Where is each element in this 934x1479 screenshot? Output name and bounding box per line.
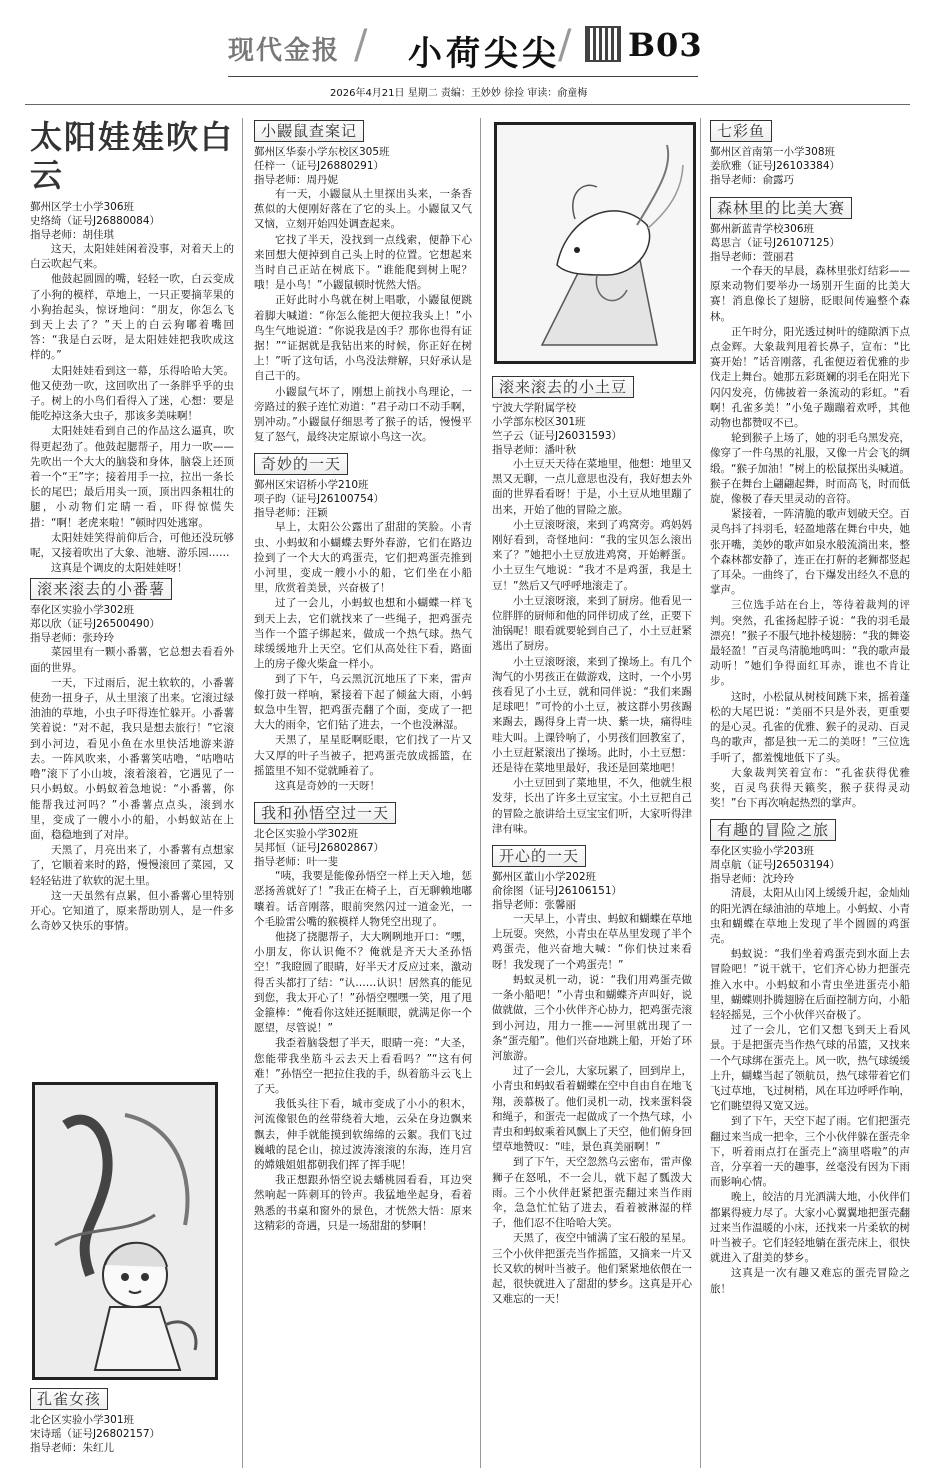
- article-paragraph: 三位选手站在台上，等待着裁判的评判。突然，孔雀扬起脖子说：“我的羽毛最漂亮！”猴子不服气地扑棱翅膀：“我的舞姿最轻盈！”百灵鸟清脆地鸣叫：“我的歌声最动听！”她们争得面红耳赤，谁也不肯让步。: [710, 599, 910, 688]
- article-meta: 北仑区实验小学302班: [254, 828, 359, 841]
- article-little-potato: [492, 374, 692, 837]
- article-meta: 宁波大学附属学校: [492, 402, 576, 414]
- masthead-divider: /: [558, 22, 572, 68]
- column-4: [710, 118, 910, 1297]
- article-paragraph: 天黑了，月亮出来了，小番薯有点想家了，它顺着来时的路，慢慢滚回了菜园，又轻轻钻进了软软的泥土里。: [30, 844, 234, 887]
- article-paragraph: 这真是奇妙的一天呀！: [275, 779, 380, 792]
- article-wonderful-day: [254, 451, 472, 794]
- article-paragraph: 太阳娃娃看到这一幕，乐得哈哈大笑。他又使劲一吹，这回吹出了一条胖乎乎的虫子。树上的小鸟们看得入了迷，心想：要是能吃掉这条大虫子，那该多美味啊！: [30, 364, 234, 423]
- rainbow-fish-illustration: [497, 125, 693, 361]
- article-paragraph: 蚂蚁说：“我们坐着鸡蛋壳到水面上去冒险吧！”说干就干，它们齐心协力把蛋壳推入水中。小蚂蚁和小青虫坐进蛋壳小船里，蝴蝶则扑腾翅膀在后面控制方向，小船轻轻摇晃，三个小伙伴兴奋极了。: [710, 948, 910, 1021]
- masthead-brand: 现代金报: [228, 36, 341, 66]
- article-meta: 小学部东校区301班: [492, 416, 586, 428]
- article-meta: 任梓一（证号J26880291）: [254, 160, 385, 172]
- article-paragraph: 小土豆天天待在菜地里，他想：地里又黑又无聊，一点儿意思也没有，我好想去外面的世界看看呀！于是，小土豆从地里蹦了出来，开始了他的冒险之旅。: [492, 458, 692, 516]
- article-title: 太阳娃娃吹白云: [30, 118, 235, 194]
- article-monkey-king: [254, 800, 472, 1234]
- column-divider: [242, 118, 243, 1468]
- article-meta: 俞徐图（证号J26106151）: [492, 885, 623, 898]
- article-rainbow-fish: [710, 118, 910, 187]
- article-paragraph: 他挠了挠腮帮子，大大咧咧地开口：“嘿，小朋友，你认识俺不？俺就是齐天大圣孙悟空！”我瞪圆了眼睛，好半天才反应过来，激动得舌头都打了结：“认……认识！居然真的能见到您，我太开心了！”孙悟空嘿嘿一笑，甩了甩金箍棒：“俺看你这娃还挺顺眼，就满足你一个愿望，尽管说！”: [254, 930, 472, 1035]
- article-paragraph: 这真是一次有趣又难忘的蛋壳冒险之旅！: [710, 1267, 910, 1295]
- article-paragraph: 这一天虽然有点累，但小番薯心里特别开心。它知道了，原来帮助别人，是一件多么奇妙又快乐的事情。: [30, 889, 234, 933]
- article-sweet-potato: [30, 576, 234, 934]
- peacock-girl-illustration: [35, 1085, 215, 1377]
- article-paragraph: 菜园里有一颗小番薯，它总想去看看外面的世界。: [30, 646, 234, 674]
- article-meta: 鄞州区华泰小学东校区305班: [254, 146, 390, 158]
- article-meta: 指导老师：俞露巧: [710, 174, 794, 186]
- article-paragraph: 我低头往下看，城市变成了小小的积木，河流像银色的丝带绕着大地，云朵在身边飘来飘去，伸手就能摸到软绵绵的云絮。我们飞过巍峨的昆仑山，掠过波涛滚滚的东海，连月宫的嫦娥姐姐都朝我们挥了挥手呢！: [254, 1098, 472, 1171]
- column-divider: [480, 118, 481, 1468]
- article-paragraph: 正好此时小鸟就在树上唱歌，小鼹鼠便跳着脚大喊道：“你怎么能把大便拉我头上！”小鸟生气地说道：“你说我是凶手？那你也得有证据！”“证据就是我钻出来的时候，你正好在树上！”听了这句话，小鸟没法辩解，只好承认是自己干的。: [254, 294, 472, 383]
- article-paragraph: 天黑了，夜空中铺满了宝石般的星星。三个小伙伴把蛋壳当作摇篮，又摘来一片又长又软的树叶当被子。他们紧紧地依偎在一起，很快就进入了甜甜的梦乡。这真是开心又难忘的一天！: [492, 1232, 692, 1306]
- article-meta: 鄞州区学士小学306班: [30, 201, 135, 213]
- article-paragraph: 晚上，皎洁的月光洒满大地，小伙伴们都累得疲力尽了。大家小心翼翼地把蛋壳翻过来当作温暖的小床，还找来一片柔软的树叶当被子。它们轻轻地躺在蛋壳床上，很快就进入了甜美的梦乡。: [710, 1191, 910, 1265]
- article-meta: 葛思言（证号J26107125）: [710, 237, 841, 249]
- article-paragraph: 小土豆滚呀滚，来到了操场上。有几个淘气的小男孩正在做游戏，这时，一个小男孩看见了小土豆，就和同伴说：“我们来踢足球吧！”可怜的小土豆，被这群小男孩踢来踢去，踢得身上青一块、紫一块，痛得哇哇大叫。上课铃响了，小男孩们回教室了，小土豆赶紧滚出了操场。此时，小土豆想：还是待在菜地里最好，我还是回菜地吧！: [492, 655, 692, 775]
- rainbow-fish-drawing: [494, 122, 696, 364]
- masthead-rule: [228, 76, 698, 77]
- column-3: [492, 374, 692, 1307]
- article-mole-case: [254, 118, 472, 445]
- article-paragraph: 太阳娃娃笑得前仰后合，可他还没玩够呢，又接着吹出了大象、池塘、游乐园……: [30, 531, 234, 560]
- article-title: 七彩鱼: [710, 120, 772, 142]
- article-meta: 项子昀（证号J26100754）: [254, 493, 385, 506]
- article-meta: 吴邦恒（证号J26802867）: [254, 842, 385, 855]
- article-sun-doll: [30, 200, 234, 576]
- article-paragraph: 过了一会儿，大家玩累了，回到岸上，小青虫和蚂蚁看着蝴蝶在空中自由自在地飞翔，羡慕极了。他们灵机一动，找来蛋料袋和绳子，和蛋壳一起做成了一个热气球，小青虫和蚂蚁乘着风飘上了天空，他们俯身回望草地赞叹：“哇，景色真美丽啊！”: [492, 1065, 692, 1154]
- article-title: 森林里的比美大赛: [710, 197, 852, 219]
- article-title: 小鼹鼠查案记: [254, 120, 364, 142]
- peacock-girl-drawing: [32, 1082, 218, 1380]
- article-paragraph: 这天，太阳娃娃闲着没事，对着天上的白云吹起气来。: [30, 243, 234, 271]
- article-paragraph: 小鼹鼠气坏了，刚想上前找小鸟理论，一旁路过的猴子连忙劝道：“君子动口不动手啊，别冲动。”小鼹鼠仔细思考了猴子的话，慢慢平复了怒气，最终决定原谅小鸟这一次。: [254, 385, 472, 444]
- article-meta: 姜欣雅（证号J26103384）: [710, 160, 841, 172]
- article-meta: 指导老师：张馨丽: [492, 899, 576, 912]
- article-meta: 鄞州区宋诏桥小学210班: [254, 479, 369, 492]
- article-meta: 北仑区实验小学301班: [30, 1414, 135, 1426]
- article-paragraph: 太阳娃娃看到自己的作品这么逼真，吹得更起劲了。他鼓起腮帮子，用力一吹——先吹出一个大大的脑袋和身体，脑袋上还顶着一个“王”字；接着用手一拉，拉出一条长长的尾巴；最后用头一顶，顶出四条粗壮的腿，小动物们定睛一看，吓得惊慌失措：“啊！老虎来啦！”顿时四处逃窜。: [30, 425, 234, 529]
- article-meta: 郑以欣（证号J26500490）: [30, 618, 161, 631]
- article-paragraph: 一天，下过雨后，泥土软软的，小番薯使劲一扭身子，从土里滚了出来。它滚过绿油油的草地，小虫子吓得连忙躲开。小番薯笑着说：“对不起，我只是想去旅行！”它滚到小河边，看见小鱼在水里快活地游来游去。一阵风吹来，小番薯笑咕噜，“咕噜咕噜”滚下了小山坡，滚着滚着，它遇见了一只小蚂蚁。小蚂蚁着急地说：“小番薯，你能帮我过河吗？”小番薯点点头，滚到水里，变成了一艘小小的船，小蚂蚁站在上面，稳稳地到了对岸。: [30, 676, 234, 841]
- article-paragraph: 过了一会儿，小蚂蚁也想和小蝴蝶一样飞到天上去，它们就找来了一些绳子，把鸡蛋壳当作一个篮子绑起来，做成一个热气球。热气球缓缓地升上天空。它们从高处往下看，路面上的房子像火柴盒一样小。: [254, 597, 472, 671]
- article-meta: 鄞州区首南第一小学308班: [710, 146, 836, 158]
- article-paragraph: 一个春天的早晨，森林里张灯结彩——原来动物们要举办一场别开生面的比美大赛！消息像长了翅膀，眨眼间传遍整个森林。: [710, 265, 910, 323]
- article-meta: 周卓航（证号J26503194）: [710, 859, 841, 872]
- article-meta: 鄞州区董山小学202班: [492, 871, 597, 884]
- article-forest-contest: [710, 195, 910, 811]
- article-paragraph: “咦，我要是能像孙悟空一样上天入地，惩恶扬善就好了！”我正在椅子上，百无聊赖地嘟囔着。话音刚落，眼前突然闪过一道金光，一个毛脸雷公嘴的猴模样人物凭空出现了。: [254, 870, 472, 928]
- article-meta: 指导老师：萱丽君: [710, 251, 794, 263]
- section-title: 小荷尖尖: [408, 34, 560, 74]
- article-paragraph: 有一天，小鼹鼠从土里探出头来，一条香蕉似的大便刚好落在了它的头上。小鼹鼠又气又恼，立刻开始四处调查起来。: [254, 188, 472, 231]
- article-paragraph: 到了下午，天空忽然乌云密布，雷声像狮子在怒吼，不一会儿，就下起了瓢泼大雨。三个小伙伴赶紧把蛋壳翻过来当作雨伞，急急忙忙钻了进去，看着被淋湿的样子，他们忍不住哈哈大笑。: [492, 1156, 692, 1230]
- article-paragraph: 过了一会儿，它们又想飞到天上看风景。于是把蛋壳当作热气球的吊篮，又找来一个气球绑在蛋壳上。风一吹，热气球缓缓上升，蝴蝶当起了领航员，热气球带着它们飞过草地，飞过树梢，风在耳边呼呼作响，它们眺望得又宽又远。: [710, 1024, 910, 1113]
- article-paragraph: 这真是个调皮的太阳娃娃呀！: [51, 562, 188, 575]
- article-meta: 指导老师：沈玲玲: [710, 873, 794, 886]
- article-paragraph: 小土豆回到了菜地里，不久，他就生根发芽，长出了许多土豆宝宝。小土豆把自己的冒险之旅讲给土豆宝宝们听，大家听得津津有味。: [492, 777, 692, 835]
- article-title: 有趣的冒险之旅: [710, 819, 836, 841]
- article-paragraph: 这时，小松鼠从树枝间跳下来，摇着蓬松的大尾巴说：“美丽不只是外表，更重要的是心灵。孔雀的优雅、猴子的灵动、百灵鸟的歌声，都是独一无二的美呀！”三位选手听了，都羞愧地低下了头。: [710, 690, 910, 764]
- column-divider: [700, 118, 701, 1468]
- article-happy-day: [492, 843, 692, 1307]
- qr-code-icon: [585, 26, 621, 62]
- article-paragraph: 小土豆滚呀滚，来到了厨房。他看见一位胖胖的厨师和他的同伴切成了丝，正要下油锅呢！眼看就要轮到自己了，小土豆赶紧逃出了厨房。: [492, 594, 692, 653]
- article-paragraph: 天黑了，星星眨啊眨眼，它们找了一片又大又厚的叶子当被子，把鸡蛋壳放成摇篮，在摇篮里不知不觉就睡着了。: [254, 734, 472, 777]
- article-meta: 宋诗瑶（证号J26802157）: [30, 1428, 161, 1440]
- masthead-divider: /: [354, 22, 368, 68]
- article-paragraph: 到了下午，乌云黑沉沉地压了下来，雷声像打鼓一样响，紧接着下起了倾盆大雨，小蚂蚁急中生智，把鸡蛋壳翻了个面，变成了一把大大的雨伞，它们钻了进去，一个也没淋湿。: [254, 673, 472, 732]
- article-title: 我和孙悟空过一天: [254, 802, 396, 824]
- article-meta: 奉化区实验小学302班: [30, 604, 135, 617]
- article-meta: 指导老师：胡佳琪: [30, 229, 114, 241]
- article-title: 滚来滚去的小番薯: [30, 578, 172, 600]
- page-number: B03: [628, 26, 703, 64]
- article-paragraph: 清晨，太阳从山冈上缓缓升起，金灿灿的阳光洒在绿油油的草地上。小蚂蚁、小青虫和蝴蝶在草地上发现了半个圆圆的鸡蛋壳。: [710, 887, 910, 945]
- article-meta: 指导老师：汪颖: [254, 507, 328, 520]
- article-paragraph: 我歪着脑袋想了半天，眼睛一亮：“大圣，您能带我坐筋斗云去天上看看吗？”“这有何难！”孙悟空一把拉住我的手，纵着筋斗云飞上了天。: [254, 1037, 472, 1095]
- dateline: 2026年4月21日 星期二 责编：王妙妙 徐捡 审读：俞童梅: [330, 88, 588, 99]
- article-meta: 史络绮（证号J26880084）: [30, 215, 161, 227]
- article-paragraph: 正午时分，阳光透过树叶的缝隙洒下点点金辉。大象裁判甩着长鼻子，宣布：“比赛开始！”话音刚落，孔雀便迈着优雅的步伐走上舞台。她那五彩斑斓的羽毛在阳光下闪闪发亮，仿佛披着一条流动的彩虹。“看啊！孔雀多美！”小兔子蹦蹦着欢呼，其他动物也都赞叹不已。: [710, 325, 910, 430]
- article-meta: 指导老师：周丹妮: [254, 174, 338, 186]
- article-paragraph: 到了下午，天空下起了雨。它们把蛋壳翻过来当成一把伞，三个小伙伴躲在蛋壳伞下，听着雨点打在蛋壳上“滴里嗒啦”的声音，分享着一天的趣事，丝毫没有因为下雨而影响心情。: [710, 1115, 910, 1189]
- article-paragraph: 它找了半天，没找到一点线索，便静下心来回想大便掉到自己头上时的位置。它想起来当时自己正站在树底下。“谁能爬到树上呢？哦！是小鸟！”小鼹鼠顿时恍然大悟。: [254, 233, 472, 292]
- article-meta: 鄞州新蓝青学校306班: [710, 223, 815, 235]
- article-paragraph: 大象裁判笑着宣布：“孔雀获得优雅奖，百灵鸟获得天籁奖，猴子获得灵动奖！”台下再次响起热烈的掌声。: [710, 766, 910, 810]
- article-paragraph: 蚂蚁灵机一动，说：“我们用鸡蛋壳做一条小船吧！”小青虫和蝴蝶齐声叫好，说做就做，三个小伙伴齐心协力，把鸡蛋壳滚到小河边，用力一推——河里就出现了一条“蛋壳船”。他们兴奋地跳上船，开始了环河旅游。: [492, 973, 692, 1062]
- article-meta: 指导老师：潘叶秋: [492, 444, 576, 456]
- article-title: 开心的一天: [492, 845, 586, 867]
- article-meta: 指导老师：叶一斐: [254, 856, 338, 869]
- article-paragraph: 紧接着，一阵清脆的歌声划破天空。百灵鸟抖了抖羽毛，轻盈地落在舞台中央，她张开嘴，美妙的歌声如泉水般流淌出来，整个森林都安静了，连正在打鼾的老狮都竖起了耳朵。一曲终了，台下爆发出经久不息的掌声。: [710, 508, 910, 597]
- article-meta: 指导老师：张玲玲: [30, 632, 114, 645]
- article-meta: 奉化区实验小学203班: [710, 845, 815, 858]
- article-paragraph: 小土豆滚呀滚，来到了鸡窝旁。鸡妈妈刚好看到，奇怪地问：“我的宝贝怎么滚出来了？”她把小土豆放进鸡窝，开始孵蛋。小土豆生气地说：“我才不是鸡蛋，我是土豆！”然后又气呼呼地滚走了。: [492, 518, 692, 592]
- column-1: [30, 118, 234, 934]
- article-meta: 指导老师：朱红儿: [30, 1442, 114, 1454]
- article-meta: 竺子云（证号J26031593）: [492, 430, 623, 442]
- article-paragraph: 早上，太阳公公露出了甜甜的笑脸。小青虫、小蚂蚁和小蝴蝶去野外春游，它们在路边捡到了一个大大的鸡蛋壳，它们把鸡蛋壳推到小河里，变成一艘小小的船，它们坐在小船里，欣赏着美景，兴奋极了！: [254, 521, 472, 595]
- article-title: 滚来滚去的小土豆: [492, 376, 634, 398]
- article-paragraph: 轮到猴子上场了，她的羽毛乌黑发亮，像穿了一件乌黑的礼服，又像一片会飞的绸缎。“猴子加油！”树上的松鼠探出头喊道。猴子在舞台上翩翩起舞，时而高飞，时而低旋，像极了春天里灵动的音符。: [710, 432, 910, 506]
- article-paragraph: 他鼓起圆圆的嘴，轻轻一吹，白云变成了小狗的模样，草地上，一只正要摘苹果的小狗抬起头，惊讶地问：“朋友，你怎么飞到天上去了？”天上的白云狗嘟着嘴回答：“我是白云呀，是太阳娃娃把我吹成这样的。”: [30, 273, 234, 362]
- article-adventure: [710, 817, 910, 1296]
- column-2: [254, 118, 472, 1234]
- article-paragraph: 我正想跟孙悟空说去蟠桃园看看，耳边突然响起一阵刺耳的铃声。我猛地坐起身，看着熟悉的书桌和窗外的景色，才恍然大悟：原来这精彩的奇遇，只是一场甜甜的梦啊！: [254, 1174, 472, 1232]
- article-title: 孔雀女孩: [30, 1388, 108, 1410]
- article-peacock-girl: [30, 1386, 234, 1455]
- article-paragraph: 一天早上，小青虫、蚂蚁和蝴蝶在草地上玩耍。突然，小青虫在草丛里发现了半个鸡蛋壳，他兴奋地大喊：“你们快过来看呀！我发现了一个鸡蛋壳！”: [492, 913, 692, 971]
- article-title: 奇妙的一天: [254, 453, 348, 475]
- top-rule: [25, 104, 910, 105]
